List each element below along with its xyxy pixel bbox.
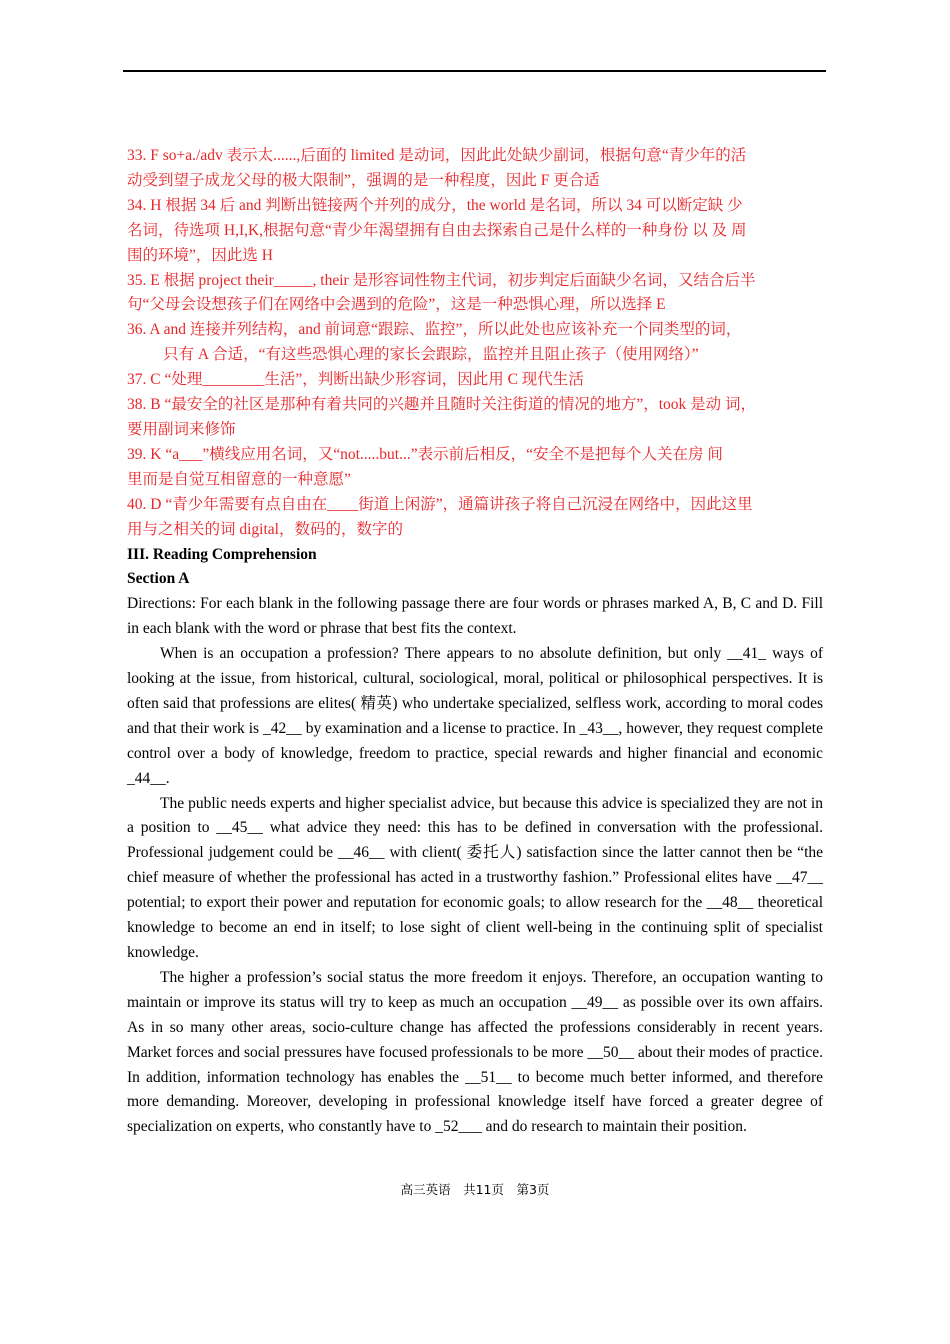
answer-35 xyxy=(127,269,823,319)
answer-33 xyxy=(127,144,823,194)
answer-39 xyxy=(127,443,823,493)
header-rule xyxy=(123,70,826,72)
section-title: III. Reading Comprehension xyxy=(127,545,317,563)
answer-line: 33. F so+a./adv 表示太......,后面的 limited 是动词，因此此处缺少副词，根据句意“青少年的活 xyxy=(127,147,747,164)
answer-line: 只有 A 合适，“有这些恐惧心理的家长会跟踪，监控并且阻止孩子（使用网络）” xyxy=(163,346,699,364)
answer-38 xyxy=(127,393,823,443)
answer-line: 38. B “最安全的社区是那种有着共同的兴趣并且随时关注街道的情况的地方”，took 是动 词， xyxy=(127,396,757,414)
section-subtitle: Section A xyxy=(127,570,190,588)
page-footer: 高三英语 共11页 第3页 xyxy=(400,1182,550,1197)
answer-line: 36. A and 连接并列结构，and 前词意“跟踪、监控”，所以此处也应该补充一个同类型的词， xyxy=(127,321,742,339)
answer-40 xyxy=(127,493,823,543)
answer-line: 34. H 根据 34 后 and 判断出链接两个并列的成分，the world 是名词，所以 34 可以断定缺 少 xyxy=(127,196,743,214)
answer-line: 要用副词来修饰 xyxy=(127,420,236,438)
answer-line: 40. D “青少年需要有点自由在____街道上闲游”，通篇讲孩子将自己沉浸在网络中，因此这里 xyxy=(127,495,753,513)
answer-line: 里而是自觉互相留意的一种意愿” xyxy=(127,470,351,488)
answer-line: 围的环境”，因此选 H xyxy=(127,246,273,264)
answer-line: 动受到望子成龙父母的极大限制”，强调的是一种程度，因此 F 更合适 xyxy=(127,171,600,189)
passage-paragraph: The public needs experts and higher specialist advice, but because this advice is specialized they are not in a position to __45__ what advice they need: this has to be defined in conversation with the professional. Professional judgement could be __46__ with client( 委托人) satisfaction since the latter cannot then be “the chief measure of whether the professional has acted in a trustworthy fashion.” Professional elites have __47__ potential; to export their power and reputation for economic goals; to allow research for the __48__ theoretical knowledge to become an end in itself; to lose sight of client well-being in the continuing split of specialist knowledge. xyxy=(127,794,823,961)
answer-explanations xyxy=(127,144,823,543)
answer-line: 句“父母会设想孩子们在网络中会遇到的危险”，这是一种恐惧心理，所以选择 E xyxy=(127,296,666,314)
passage-paragraph: The higher a profession’s social status the more freedom it enjoys. Therefore, an occupation wanting to maintain or improve its status will try to keep as much an occupation __49__ as possible over its own affairs. As in so many other areas, socio-culture change has affected the professions considerably in recent years. Market forces and social pressures have focused professionals to be more __50__ about their modes of practice. In addition, information technology has enables the __51__ to become much better informed, and therefore more demanding. Moreover, developing in professional knowledge itself have forced a greater degree of specialization on experts, who constantly have to _52___ and do research to maintain their position. xyxy=(127,968,823,1136)
answer-line: 37. C “处理________生活”，判断出缺少形容词，因此用 C 现代生活 xyxy=(127,371,584,389)
answer-34 xyxy=(127,194,823,269)
answer-line: 名词，待选项 H,I,K,根据句意“青少年渴望拥有自由去探索自己是什么样的一种身份 以 及 周 xyxy=(127,221,747,239)
answer-36 xyxy=(127,318,823,368)
answer-line: 35. E 根据 project their_____, their 是形容词性物主代词，初步判定后面缺少名词，又结合后半 xyxy=(127,271,756,289)
answer-37 xyxy=(127,368,823,393)
directions: Directions: For each blank in the following passage there are four words or phrases marked A, B, C and D. Fill in each blank with the word or phrase that best fits the context. xyxy=(127,595,823,638)
page-content xyxy=(127,144,823,1140)
answer-line: 用与之相关的词 digital，数码的，数字的 xyxy=(127,520,403,538)
passage-paragraph: When is an occupation a profession? There appears to no absolute definition, but only __41_ ways of looking at the issue, from historical, cultural, sociological, moral, political or philosophical perspectives. It is often said that professions are elites( 精英) who undertake specialized, selfless work, according to moral codes and that their work is _42__ by examination and a license to practice. In _43__, however, they request complete control over a body of knowledge, freedom to practice, special rewards and higher financial and economic _44__. xyxy=(127,645,823,787)
answer-line: 39. K “a___”横线应用名词，又“not.....but...”表示前后相反，“安全不是把每个人关在房 间 xyxy=(127,445,723,463)
